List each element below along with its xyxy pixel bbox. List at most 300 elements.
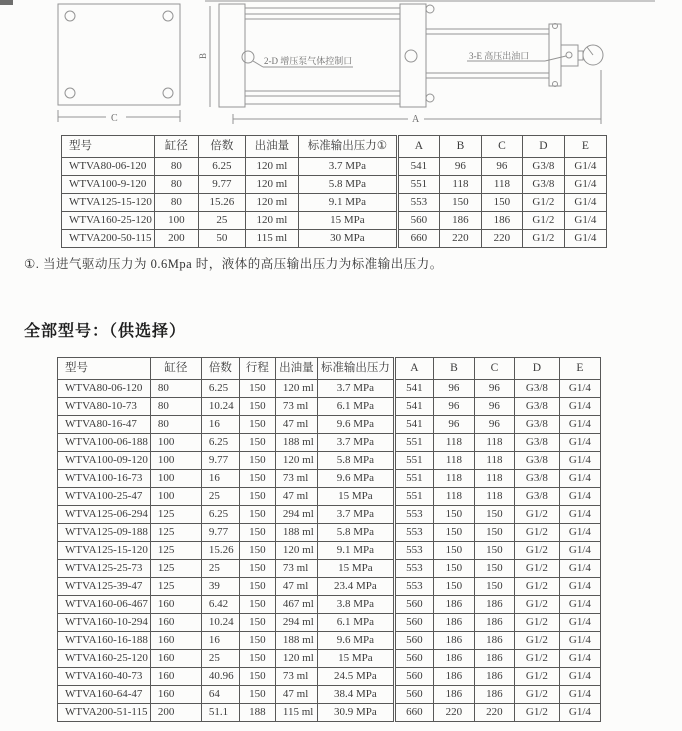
table-cell: G1/4 xyxy=(559,596,600,614)
table-cell: 47 ml xyxy=(275,686,317,704)
table-cell: 120 ml xyxy=(275,650,317,668)
table-cell: 9.77 xyxy=(201,452,239,470)
table-cell: 186 xyxy=(474,596,514,614)
table-cell: G1/2 xyxy=(514,578,559,596)
table-cell: G1/2 xyxy=(522,212,564,230)
table-row xyxy=(58,668,601,686)
table-cell: 9.6 MPa xyxy=(317,416,394,434)
standard-models-table xyxy=(61,135,607,248)
table-cell: 186 xyxy=(433,686,474,704)
table-cell: 294 ml xyxy=(275,506,317,524)
table-cell: 560 xyxy=(394,596,433,614)
table-cell: WTVA80-10-73 xyxy=(58,398,151,416)
header-cell: C xyxy=(474,358,514,380)
table-cell: 553 xyxy=(394,524,433,542)
table-cell: 118 xyxy=(474,488,514,506)
table-cell: 16 xyxy=(201,470,239,488)
table-cell: 5.8 MPa xyxy=(298,176,397,194)
table-cell: 188 xyxy=(239,704,275,722)
table-cell: 15 MPa xyxy=(317,488,394,506)
table-cell: 186 xyxy=(433,614,474,632)
table-row xyxy=(58,488,601,506)
table-cell: 188 ml xyxy=(275,632,317,650)
table-cell: 3.7 MPa xyxy=(317,434,394,452)
table-cell: 200 xyxy=(150,704,201,722)
table-cell: 100 xyxy=(150,452,201,470)
oil-outlet-port xyxy=(566,52,572,58)
table-cell: 551 xyxy=(394,470,433,488)
table-cell: 40.96 xyxy=(201,668,239,686)
table-cell: 150 xyxy=(433,524,474,542)
header-cell: 倍数 xyxy=(201,358,239,380)
table-row xyxy=(58,452,601,470)
table-cell: 118 xyxy=(433,488,474,506)
table-cell: WTVA125-09-188 xyxy=(58,524,151,542)
table-cell: G1/4 xyxy=(559,704,600,722)
table-cell: G1/4 xyxy=(559,542,600,560)
table-cell: 541 xyxy=(394,380,433,398)
table-cell: 186 xyxy=(439,212,481,230)
table-cell: G1/2 xyxy=(522,194,564,212)
header-row xyxy=(58,358,601,380)
table-cell: G1/4 xyxy=(559,470,600,488)
table-cell: 125 xyxy=(150,578,201,596)
table-cell: WTVA100-09-120 xyxy=(58,452,151,470)
table-cell: 150 xyxy=(474,524,514,542)
table-cell: G1/2 xyxy=(514,524,559,542)
table-cell: 150 xyxy=(239,560,275,578)
table-cell: 150 xyxy=(474,560,514,578)
table-cell: 80 xyxy=(154,176,198,194)
table-cell: 160 xyxy=(150,614,201,632)
table-cell: 6.25 xyxy=(201,380,239,398)
table-cell: 16 xyxy=(201,632,239,650)
table-cell: 560 xyxy=(394,614,433,632)
table-cell: 38.4 MPa xyxy=(317,686,394,704)
table-cell: G3/8 xyxy=(522,176,564,194)
table-cell: 160 xyxy=(150,686,201,704)
table-row xyxy=(58,506,601,524)
table-cell: 64 xyxy=(201,686,239,704)
table-cell: 150 xyxy=(481,194,522,212)
table-cell: 115 ml xyxy=(275,704,317,722)
table-cell: 188 ml xyxy=(275,434,317,452)
table-row xyxy=(58,380,601,398)
table-row xyxy=(58,434,601,452)
table-cell: WTVA100-06-188 xyxy=(58,434,151,452)
section-title: 全部型号：（供选择） xyxy=(24,323,187,340)
table-cell: 120 ml xyxy=(245,158,298,176)
table-cell: 551 xyxy=(394,488,433,506)
table-row xyxy=(62,212,607,230)
table-cell: 47 ml xyxy=(275,488,317,506)
table-cell: 30 MPa xyxy=(298,230,397,248)
table-cell: 96 xyxy=(474,380,514,398)
table-row xyxy=(62,230,607,248)
table-cell: G1/4 xyxy=(559,398,600,416)
table-cell: G1/4 xyxy=(564,194,606,212)
air-port-label: 2-D 增压泵气体控制口 xyxy=(264,56,353,66)
table-cell: 25 xyxy=(201,650,239,668)
table-cell: 150 xyxy=(439,194,481,212)
table-cell: 150 xyxy=(433,542,474,560)
header-cell: 行程 xyxy=(239,358,275,380)
table-cell: 150 xyxy=(239,380,275,398)
table-cell: 23.4 MPa xyxy=(317,578,394,596)
table-cell: WTVA80-06-120 xyxy=(58,380,151,398)
air-control-port xyxy=(242,51,254,63)
table-cell: 160 xyxy=(150,650,201,668)
table-cell: 25 xyxy=(201,488,239,506)
table-cell: 160 xyxy=(150,596,201,614)
table-cell: 15.26 xyxy=(198,194,245,212)
table-cell: 553 xyxy=(394,542,433,560)
table-cell: 150 xyxy=(239,452,275,470)
table-cell: G1/2 xyxy=(514,596,559,614)
table-row xyxy=(58,650,601,668)
table-cell: G1/4 xyxy=(559,416,600,434)
table-cell: G1/4 xyxy=(559,668,600,686)
header-cell: B xyxy=(439,136,481,158)
table-cell: 551 xyxy=(394,452,433,470)
table-cell: 118 xyxy=(433,452,474,470)
table-cell: G1/4 xyxy=(559,524,600,542)
table-cell: 6.25 xyxy=(201,434,239,452)
table-cell: 541 xyxy=(397,158,439,176)
table-cell: 150 xyxy=(239,470,275,488)
header-cell: 标准输出压力① xyxy=(298,136,397,158)
table-cell: G1/2 xyxy=(514,686,559,704)
table-cell: 3.8 MPa xyxy=(317,596,394,614)
table-cell: 96 xyxy=(481,158,522,176)
table-cell: G1/4 xyxy=(564,158,606,176)
table-cell: WTVA160-16-188 xyxy=(58,632,151,650)
table-cell: 660 xyxy=(394,704,433,722)
table-row xyxy=(58,542,601,560)
table-cell: G3/8 xyxy=(514,380,559,398)
table-row xyxy=(62,158,607,176)
table-cell: G3/8 xyxy=(514,398,559,416)
header-cell: 型号 xyxy=(62,136,155,158)
table-cell: WTVA125-15-120 xyxy=(62,194,155,212)
table-cell: 551 xyxy=(397,176,439,194)
table-row xyxy=(58,398,601,416)
header-cell: 缸径 xyxy=(154,136,198,158)
table-cell: 560 xyxy=(397,212,439,230)
table-cell: 9.6 MPa xyxy=(317,470,394,488)
table-cell: 186 xyxy=(433,632,474,650)
table-cell: 553 xyxy=(394,560,433,578)
table-cell: 150 xyxy=(239,398,275,416)
table-cell: 560 xyxy=(394,632,433,650)
pressure-footnote: ①. 当进气驱动压力为 0.6Mpa 时，液体的高压输出压力为标准输出压力。 xyxy=(24,257,443,271)
table-cell: G1/4 xyxy=(559,506,600,524)
table-cell: G1/2 xyxy=(522,230,564,248)
table-cell: WTVA160-25-120 xyxy=(62,212,155,230)
header-cell: 倍数 xyxy=(198,136,245,158)
table-row xyxy=(58,470,601,488)
all-models-section xyxy=(57,357,601,722)
table-cell: G1/4 xyxy=(559,560,600,578)
table-cell: 560 xyxy=(394,650,433,668)
table-cell: 80 xyxy=(150,398,201,416)
table-cell: 150 xyxy=(239,524,275,542)
dim-a-label: A xyxy=(412,114,420,125)
table-cell: WTVA200-50-115 xyxy=(62,230,155,248)
table-row xyxy=(58,524,601,542)
table-row xyxy=(58,686,601,704)
table-cell: WTVA160-40-73 xyxy=(58,668,151,686)
table-cell: 150 xyxy=(239,650,275,668)
header-cell: 出油量 xyxy=(275,358,317,380)
table-cell: WTVA80-06-120 xyxy=(62,158,155,176)
header-cell: 型号 xyxy=(58,358,151,380)
plate-dim-label: C xyxy=(111,113,118,124)
table-cell: 150 xyxy=(239,614,275,632)
table-row xyxy=(58,596,601,614)
table-cell: 80 xyxy=(154,158,198,176)
scan-artifact xyxy=(0,0,13,5)
table-cell: 10.24 xyxy=(201,614,239,632)
table-cell: 118 xyxy=(474,434,514,452)
table-cell: 294 ml xyxy=(275,614,317,632)
table-cell: 660 xyxy=(397,230,439,248)
table-cell: 118 xyxy=(474,470,514,488)
standard-models-section xyxy=(61,135,607,248)
table-cell: G1/2 xyxy=(514,704,559,722)
table-cell: G1/2 xyxy=(514,650,559,668)
header-cell: 标准输出压力 xyxy=(317,358,394,380)
table-row xyxy=(58,614,601,632)
header-cell: A xyxy=(394,358,433,380)
table-cell: G1/4 xyxy=(559,650,600,668)
table-cell: 186 xyxy=(433,596,474,614)
table-cell: 120 ml xyxy=(245,212,298,230)
table-cell: 125 xyxy=(150,506,201,524)
table-cell: G1/2 xyxy=(514,668,559,686)
table-cell: 150 xyxy=(239,686,275,704)
table-cell: 150 xyxy=(239,542,275,560)
table-cell: 120 ml xyxy=(275,452,317,470)
table-cell: 118 xyxy=(481,176,522,194)
table-cell: 9.6 MPa xyxy=(317,632,394,650)
table-cell: 115 ml xyxy=(245,230,298,248)
table-cell: 120 ml xyxy=(245,176,298,194)
table-cell: G1/2 xyxy=(514,560,559,578)
table-cell: 3.7 MPa xyxy=(317,506,394,524)
table-cell: 553 xyxy=(394,578,433,596)
table-cell: 25 xyxy=(201,560,239,578)
table-cell: 150 xyxy=(239,416,275,434)
table-cell: 541 xyxy=(394,398,433,416)
table-cell: 80 xyxy=(150,380,201,398)
table-cell: G1/4 xyxy=(559,686,600,704)
table-cell: 220 xyxy=(439,230,481,248)
table-cell: WTVA100-25-47 xyxy=(58,488,151,506)
table-cell: G1/4 xyxy=(564,176,606,194)
table-cell: 125 xyxy=(150,524,201,542)
table-cell: G1/4 xyxy=(564,212,606,230)
table-cell: 6.1 MPa xyxy=(317,614,394,632)
table-cell: G1/4 xyxy=(559,488,600,506)
table-cell: G3/8 xyxy=(514,470,559,488)
table-cell: G1/4 xyxy=(559,434,600,452)
table-cell: 96 xyxy=(439,158,481,176)
table-cell: 73 ml xyxy=(275,560,317,578)
table-cell: 160 xyxy=(150,668,201,686)
table-cell: 50 xyxy=(198,230,245,248)
table-cell: WTVA125-06-294 xyxy=(58,506,151,524)
table-cell: 9.77 xyxy=(201,524,239,542)
header-cell: E xyxy=(559,358,600,380)
header-cell: D xyxy=(514,358,559,380)
header-cell: 出油量 xyxy=(245,136,298,158)
table-cell: 120 ml xyxy=(275,542,317,560)
table-cell: WTVA200-51-115 xyxy=(58,704,151,722)
table-cell: WTVA80-16-47 xyxy=(58,416,151,434)
table-row xyxy=(58,416,601,434)
table-cell: 150 xyxy=(474,506,514,524)
table-cell: WTVA125-39-47 xyxy=(58,578,151,596)
table-cell: 3.7 MPa xyxy=(298,158,397,176)
table-cell: 6.42 xyxy=(201,596,239,614)
table-cell: 118 xyxy=(439,176,481,194)
table-cell: 39 xyxy=(201,578,239,596)
table-cell: 186 xyxy=(474,650,514,668)
table-cell: 541 xyxy=(394,416,433,434)
table-cell: 150 xyxy=(239,596,275,614)
table-cell: 118 xyxy=(474,452,514,470)
table-cell: 120 ml xyxy=(275,380,317,398)
table-cell: 5.8 MPa xyxy=(317,452,394,470)
table-cell: G1/2 xyxy=(514,506,559,524)
table-cell: G3/8 xyxy=(522,158,564,176)
table-cell: 553 xyxy=(394,506,433,524)
dim-b-label: B xyxy=(198,52,208,59)
header-cell: 缸径 xyxy=(150,358,201,380)
table-cell: 30.9 MPa xyxy=(317,704,394,722)
table-cell: WTVA100-9-120 xyxy=(62,176,155,194)
table-cell: 160 xyxy=(150,632,201,650)
table-cell: G1/2 xyxy=(514,614,559,632)
pressure-gauge-icon xyxy=(578,45,603,65)
table-cell: 150 xyxy=(474,542,514,560)
table-cell: G1/4 xyxy=(559,452,600,470)
table-cell: 118 xyxy=(433,434,474,452)
table-cell: 100 xyxy=(150,470,201,488)
table-cell: 150 xyxy=(433,506,474,524)
table-cell: 15 MPa xyxy=(317,650,394,668)
table-cell: WTVA160-10-294 xyxy=(58,614,151,632)
table-cell: G1/4 xyxy=(559,632,600,650)
table-cell: 553 xyxy=(397,194,439,212)
table-cell: 9.77 xyxy=(198,176,245,194)
table-cell: 15 MPa xyxy=(298,212,397,230)
table-cell: WTVA125-25-73 xyxy=(58,560,151,578)
table-cell: 24.5 MPa xyxy=(317,668,394,686)
table-cell: 150 xyxy=(239,668,275,686)
table-cell: G3/8 xyxy=(514,452,559,470)
table-cell: 96 xyxy=(433,380,474,398)
table-cell: 73 ml xyxy=(275,470,317,488)
header-cell: B xyxy=(433,358,474,380)
table-row xyxy=(58,632,601,650)
table-cell: 150 xyxy=(239,434,275,452)
table-cell: 200 xyxy=(154,230,198,248)
table-cell: 15 MPa xyxy=(317,560,394,578)
table-cell: 120 ml xyxy=(245,194,298,212)
table-cell: 186 xyxy=(474,632,514,650)
table-row xyxy=(58,560,601,578)
table-cell: 467 ml xyxy=(275,596,317,614)
table-cell: G3/8 xyxy=(514,488,559,506)
header-cell: E xyxy=(564,136,606,158)
header-cell: C xyxy=(481,136,522,158)
table-cell: WTVA125-15-120 xyxy=(58,542,151,560)
table-cell: 150 xyxy=(433,578,474,596)
table-cell: 186 xyxy=(433,668,474,686)
table-cell: G1/4 xyxy=(559,578,600,596)
table-cell: 100 xyxy=(150,434,201,452)
table-cell: G1/2 xyxy=(514,632,559,650)
table-cell: 47 ml xyxy=(275,578,317,596)
table-cell: 73 ml xyxy=(275,398,317,416)
table-cell: 96 xyxy=(433,398,474,416)
table-cell: 150 xyxy=(239,488,275,506)
table-cell: 186 xyxy=(474,668,514,686)
table-cell: 100 xyxy=(150,488,201,506)
table-cell: WTVA160-06-467 xyxy=(58,596,151,614)
table-cell: 551 xyxy=(394,434,433,452)
table-cell: G1/4 xyxy=(564,230,606,248)
table-cell: 150 xyxy=(239,506,275,524)
table-cell: 5.8 MPa xyxy=(317,524,394,542)
flange-plate-drawing xyxy=(58,4,180,122)
table-cell: 6.1 MPa xyxy=(317,398,394,416)
table-cell: 16 xyxy=(201,416,239,434)
table-row xyxy=(62,176,607,194)
table-cell: 118 xyxy=(433,470,474,488)
table-cell: 186 xyxy=(481,212,522,230)
table-cell: WTVA100-16-73 xyxy=(58,470,151,488)
table-cell: 96 xyxy=(474,398,514,416)
table-cell: 96 xyxy=(474,416,514,434)
table-cell: 96 xyxy=(433,416,474,434)
table-cell: 188 ml xyxy=(275,524,317,542)
table-cell: 150 xyxy=(474,578,514,596)
table-cell: G3/8 xyxy=(514,416,559,434)
table-cell: 150 xyxy=(239,632,275,650)
table-cell: 51.1 xyxy=(201,704,239,722)
table-cell: 220 xyxy=(474,704,514,722)
table-row xyxy=(58,578,601,596)
header-cell: A xyxy=(397,136,439,158)
table-cell: 100 xyxy=(154,212,198,230)
table-cell: 186 xyxy=(474,686,514,704)
table-cell: 10.24 xyxy=(201,398,239,416)
table-row xyxy=(58,704,601,722)
table-cell: WTVA160-64-47 xyxy=(58,686,151,704)
table-cell: G1/4 xyxy=(559,614,600,632)
technical-drawing xyxy=(0,0,682,130)
table-cell: 3.7 MPa xyxy=(317,380,394,398)
table-cell: 186 xyxy=(433,650,474,668)
table-cell: 6.25 xyxy=(198,158,245,176)
table-cell: 220 xyxy=(481,230,522,248)
header-row xyxy=(62,136,607,158)
table-cell: 560 xyxy=(394,668,433,686)
table-cell: 150 xyxy=(433,560,474,578)
